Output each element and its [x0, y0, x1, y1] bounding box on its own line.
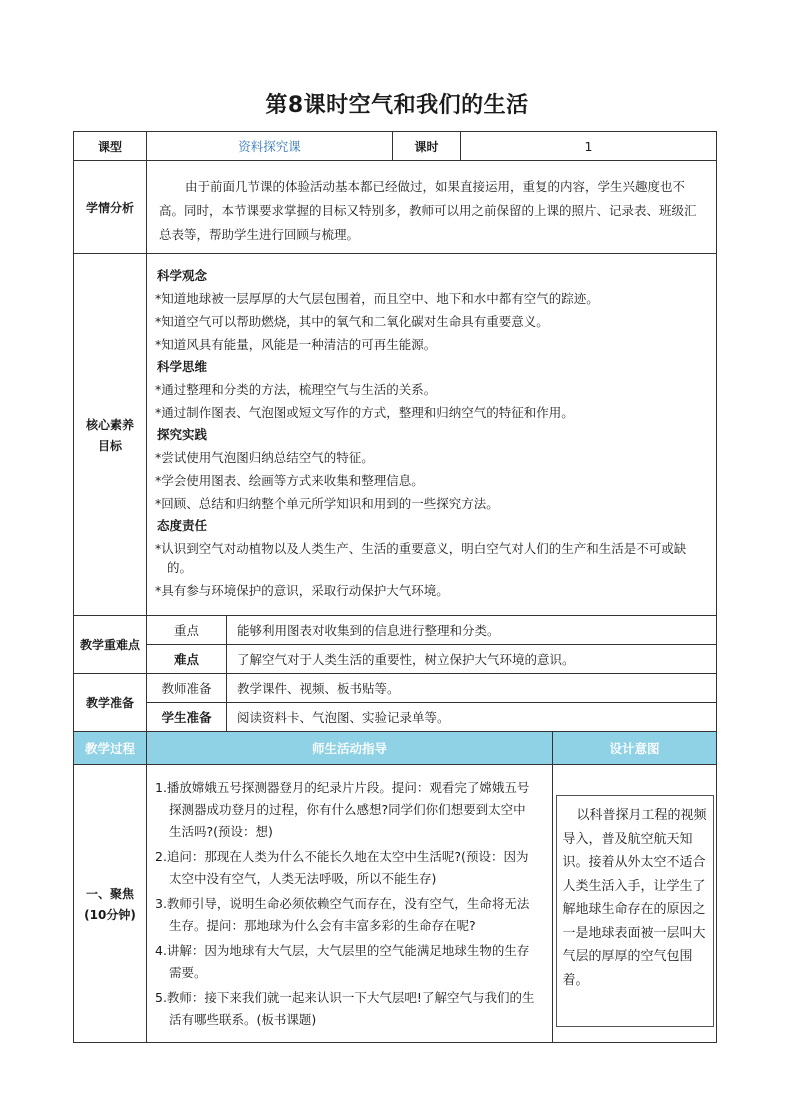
goals-item: *认识到空气对动植物以及人类生产、生活的重要意义，明白空气对人们的生产和生活是不可或缺的。 [155, 541, 687, 575]
student-prep-row [74, 703, 717, 732]
goals-label [74, 254, 147, 616]
course-hours-label: 课时 [393, 132, 461, 161]
goals-content [147, 254, 717, 616]
goals-heading-concept: 科学观念 [157, 268, 208, 283]
goals-item: *知道风具有能量，风能是一种清洁的可再生能源。 [155, 337, 437, 352]
student-prep-label: 学生准备 [147, 703, 227, 732]
section-focus-title: 一、聚焦 [85, 886, 134, 901]
goals-item: *尝试使用气泡图归纳总结空气的特征。 [155, 450, 374, 465]
analysis-label: 学情分析 [74, 161, 147, 254]
goals-item: *学会使用图表、绘画等方式来收集和整理信息。 [155, 473, 424, 488]
course-type-value: 资料探究课 [147, 132, 393, 161]
step-item: 4.讲解：因为地球有大气层，大气层里的空气能满足地球生物的生存需要。 [155, 943, 530, 980]
goals-row [74, 254, 717, 616]
goals-item: *知道空气可以帮助燃烧，其中的氧气和二氧化碳对生命具有重要意义。 [155, 314, 549, 329]
process-header-col3: 设计意图 [553, 732, 717, 765]
step-item: 3.教师引导，说明生命必须依赖空气而存在，没有空气，生命将无法生存。提问：那地球为什么会有丰富多彩的生命存在呢? [155, 896, 530, 933]
analysis-row [74, 161, 717, 254]
design-intent-text: 以科普探月工程的视频导入，普及航空航天知识。接着从外太空不适合人类生活入手，让学生了解地球生命存在的原因之一是地球表面被一层叫大气层的厚厚的空气包围着。 [556, 795, 714, 1027]
analysis-text: 由于前面几节课的体验活动基本都已经做过，如果直接运用，重复的内容，学生兴趣度也不高。同时，本节课要求掌握的目标又特别多，教师可以用之前保留的上课的照片、记录表、班级汇总表等，帮助学生进行回顾与梳理。 [147, 161, 717, 254]
goals-heading-thinking: 科学思维 [157, 359, 208, 374]
prep-label: 教学准备 [74, 674, 147, 732]
difficulty-label: 难点 [147, 645, 227, 674]
process-header-row [74, 732, 717, 765]
teacher-prep-row [74, 674, 717, 703]
keypoint-row [74, 616, 717, 645]
section-focus-row [74, 765, 717, 1043]
process-header-col2: 师生活动指导 [147, 732, 553, 765]
section-focus-label [74, 765, 147, 1043]
goals-heading-practice: 探究实践 [157, 427, 208, 442]
page-title: 第8课时空气和我们的生活 [265, 93, 529, 118]
section-focus-duration: (10分钟) [84, 907, 136, 922]
process-header-col1: 教学过程 [74, 732, 147, 765]
course-hours-value: 1 [461, 132, 717, 161]
difficulty-row [74, 645, 717, 674]
goals-item: *知道地球被一层厚厚的大气层包围着，而且空中、地下和水中都有空气的踪迹。 [155, 291, 599, 306]
teacher-prep-text: 教学课件、视频、板书贴等。 [227, 674, 717, 703]
goals-label-line1: 核心素养 [85, 417, 134, 432]
key-label: 重点 [147, 616, 227, 645]
section-focus-steps [147, 765, 553, 1043]
course-type-label: 课型 [74, 132, 147, 161]
goals-item: *具有参与环境保护的意识，采取行动保护大气环境。 [155, 583, 449, 598]
difficulty-text: 了解空气对于人类生活的重要性，树立保护大气环境的意识。 [227, 645, 717, 674]
student-prep-text: 阅读资料卡、气泡图、实验记录单等。 [227, 703, 717, 732]
lesson-plan-table [73, 131, 717, 1043]
goals-label-line2: 目标 [97, 438, 122, 453]
goals-heading-attitude: 态度责任 [157, 518, 208, 533]
goals-item: *回顾、总结和归纳整个单元所学知识和用到的一些探究方法。 [155, 496, 499, 511]
step-item: 1.播放嫦娥五号探测器登月的纪录片片段。提问：观看完了嫦娥五号探测器成功登月的过程，你有什么感想?同学们你们想要到太空中生活吗?(预设：想) [155, 780, 530, 839]
goals-item: *通过整理和分类的方法，梳理空气与生活的关系。 [155, 382, 437, 397]
step-item: 2.追问：那现在人类为什么不能长久地在太空中生活呢?(预设：因为太空中没有空气，人类无法呼吸，所以不能生存) [155, 849, 529, 886]
step-item: 5.教师：接下来我们就一起来认识一下大气层吧!了解空气与我们的生活有哪些联系。(板书课题) [155, 990, 535, 1027]
section-focus-intent-cell [553, 765, 717, 1043]
teacher-prep-label: 教师准备 [147, 674, 227, 703]
key-text: 能够利用图表对收集到的信息进行整理和分类。 [227, 616, 717, 645]
course-type-row [74, 132, 717, 161]
keypoints-label: 教学重难点 [74, 616, 147, 674]
goals-item: *通过制作图表、气泡图或短文写作的方式，整理和归纳空气的特征和作用。 [155, 405, 574, 420]
